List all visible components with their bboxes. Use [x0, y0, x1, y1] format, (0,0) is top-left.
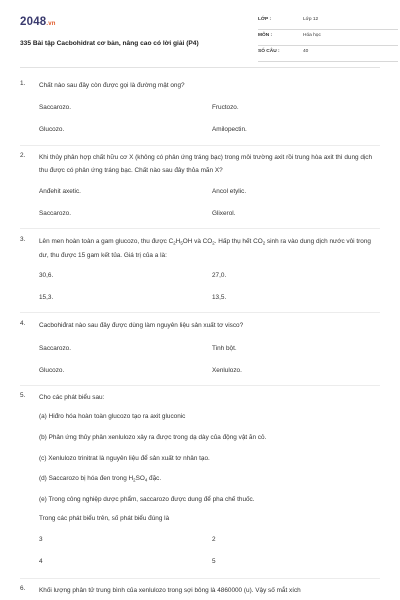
header-divider	[20, 67, 380, 68]
text-part: SO	[135, 475, 145, 482]
meta-value: 40	[303, 49, 309, 54]
option-b[interactable]: Ancol etylic.	[212, 188, 247, 195]
option-b[interactable]: Fructozo.	[212, 104, 239, 111]
text-part: Lên men hoàn toàn a gam glucozo, thu được C	[39, 238, 174, 245]
logo-main: 2048	[20, 16, 47, 28]
header	[20, 14, 380, 64]
meta-key: MÔN :	[258, 33, 273, 38]
meta-panel	[258, 14, 398, 62]
question-number: 4.	[20, 320, 26, 327]
option-a[interactable]: Anđehit axetic.	[39, 188, 81, 195]
option-d[interactable]: Amilopectin.	[212, 126, 247, 133]
meta-key: SỐ CÂU :	[258, 49, 280, 54]
option-c[interactable]: Glucozo.	[39, 367, 65, 374]
option-b[interactable]: 27,0.	[212, 272, 227, 279]
subscript: 2	[173, 240, 176, 246]
text-part: OH và CO	[182, 238, 213, 245]
statement-a: (a) Hiđro hóa hoàn toàn glucozo tạo ra axit gluconic	[39, 413, 186, 420]
option-d[interactable]: 5	[212, 558, 216, 565]
statement-e: (e) Trong công nghiệp dược phẩm, saccarozo được dung để pha chế thuốc.	[39, 496, 255, 503]
question-divider	[20, 385, 380, 386]
subscript: 2	[262, 240, 266, 246]
question-text	[39, 236, 379, 263]
meta-row-count	[258, 46, 398, 62]
meta-row-class	[258, 14, 398, 30]
option-c[interactable]: Glucozo.	[39, 126, 65, 133]
logo-suffix: .vn	[46, 21, 56, 27]
question-text: Cacbohiđrat nào sau đây được dùng làm nguyên liệu sản xuất tơ visco?	[39, 322, 244, 329]
subscript: 2	[133, 477, 136, 483]
question-divider	[20, 578, 380, 579]
option-a[interactable]: 3	[39, 536, 43, 543]
meta-row-subject	[258, 30, 398, 46]
option-a[interactable]: Saccarozo.	[39, 104, 71, 111]
question-number: 3.	[20, 236, 26, 243]
question-divider	[20, 312, 380, 313]
text-part: sinh ra vào dung dịch nước vôi trong dư, thu được 15 gam kết tủa. Giá trị của a là:	[39, 238, 371, 259]
statement-d	[39, 475, 161, 483]
option-a[interactable]: 30,6.	[39, 272, 54, 279]
text-part: H	[175, 238, 181, 245]
option-a[interactable]: Saccarozo.	[39, 345, 71, 352]
meta-value: Hóa học	[303, 33, 321, 38]
question-text: Khi thủy phân hợp chất hữu cơ X (không có phản ứng tráng bạc) trong môi trường axit rồi trung hòa axit thì dung dịch thu được có phản ứng tráng bạc. Chất nào sau đây thỏa mãn X?	[39, 154, 373, 174]
text-part: đặc.	[147, 475, 162, 482]
statement-prompt: Trong các phát biểu trên, số phát biểu đúng là	[39, 515, 170, 522]
text-part: . Hấp thụ hết CO	[214, 238, 263, 245]
question-text: Khối lượng phân tử trung bình của xenlulozo trong sợi bông là 4860000 (u). Vậy số mắt xích	[39, 587, 301, 594]
meta-key: LỚP :	[258, 17, 272, 22]
question-divider	[20, 145, 380, 146]
subscript: 2	[212, 240, 215, 246]
option-d[interactable]: Xenlulozo.	[212, 367, 242, 374]
site-logo[interactable]	[20, 16, 56, 28]
statement-b: (b) Phản ứng thủy phân xenlulozo xảy ra được trong dạ dày của động vật ăn cỏ.	[39, 434, 267, 441]
statement-c: (c) Xenlulozo trinitrat là nguyên liệu để sản xuất tơ nhân tạo.	[39, 455, 210, 462]
subscript: 5	[180, 240, 183, 246]
question-number: 2.	[20, 152, 26, 159]
question-text: Cho các phát biểu sau:	[39, 394, 105, 401]
question-number: 1.	[20, 80, 26, 87]
option-d[interactable]: Glixerol.	[212, 210, 236, 217]
question-text: Chất nào sau đây còn được gọi là đường mật ong?	[39, 82, 185, 89]
page-title: 335 Bài tập Cacbohidrat cơ bản, nâng cao có lời giải (P4)	[20, 40, 199, 47]
question-number: 5.	[20, 392, 26, 399]
subscript: 4	[144, 477, 148, 483]
option-b[interactable]: Tinh bột.	[212, 345, 237, 352]
option-b[interactable]: 2	[212, 536, 216, 543]
option-c[interactable]: Saccarozo.	[39, 210, 71, 217]
meta-value: Lớp 12	[303, 17, 319, 22]
question-divider	[20, 228, 380, 229]
option-c[interactable]: 4	[39, 558, 43, 565]
option-d[interactable]: 13,5.	[212, 294, 227, 301]
text-part: (d) Saccarozo bị hóa đen trong H	[39, 475, 134, 482]
option-c[interactable]: 15,3.	[39, 294, 54, 301]
question-number: 6.	[20, 585, 26, 592]
